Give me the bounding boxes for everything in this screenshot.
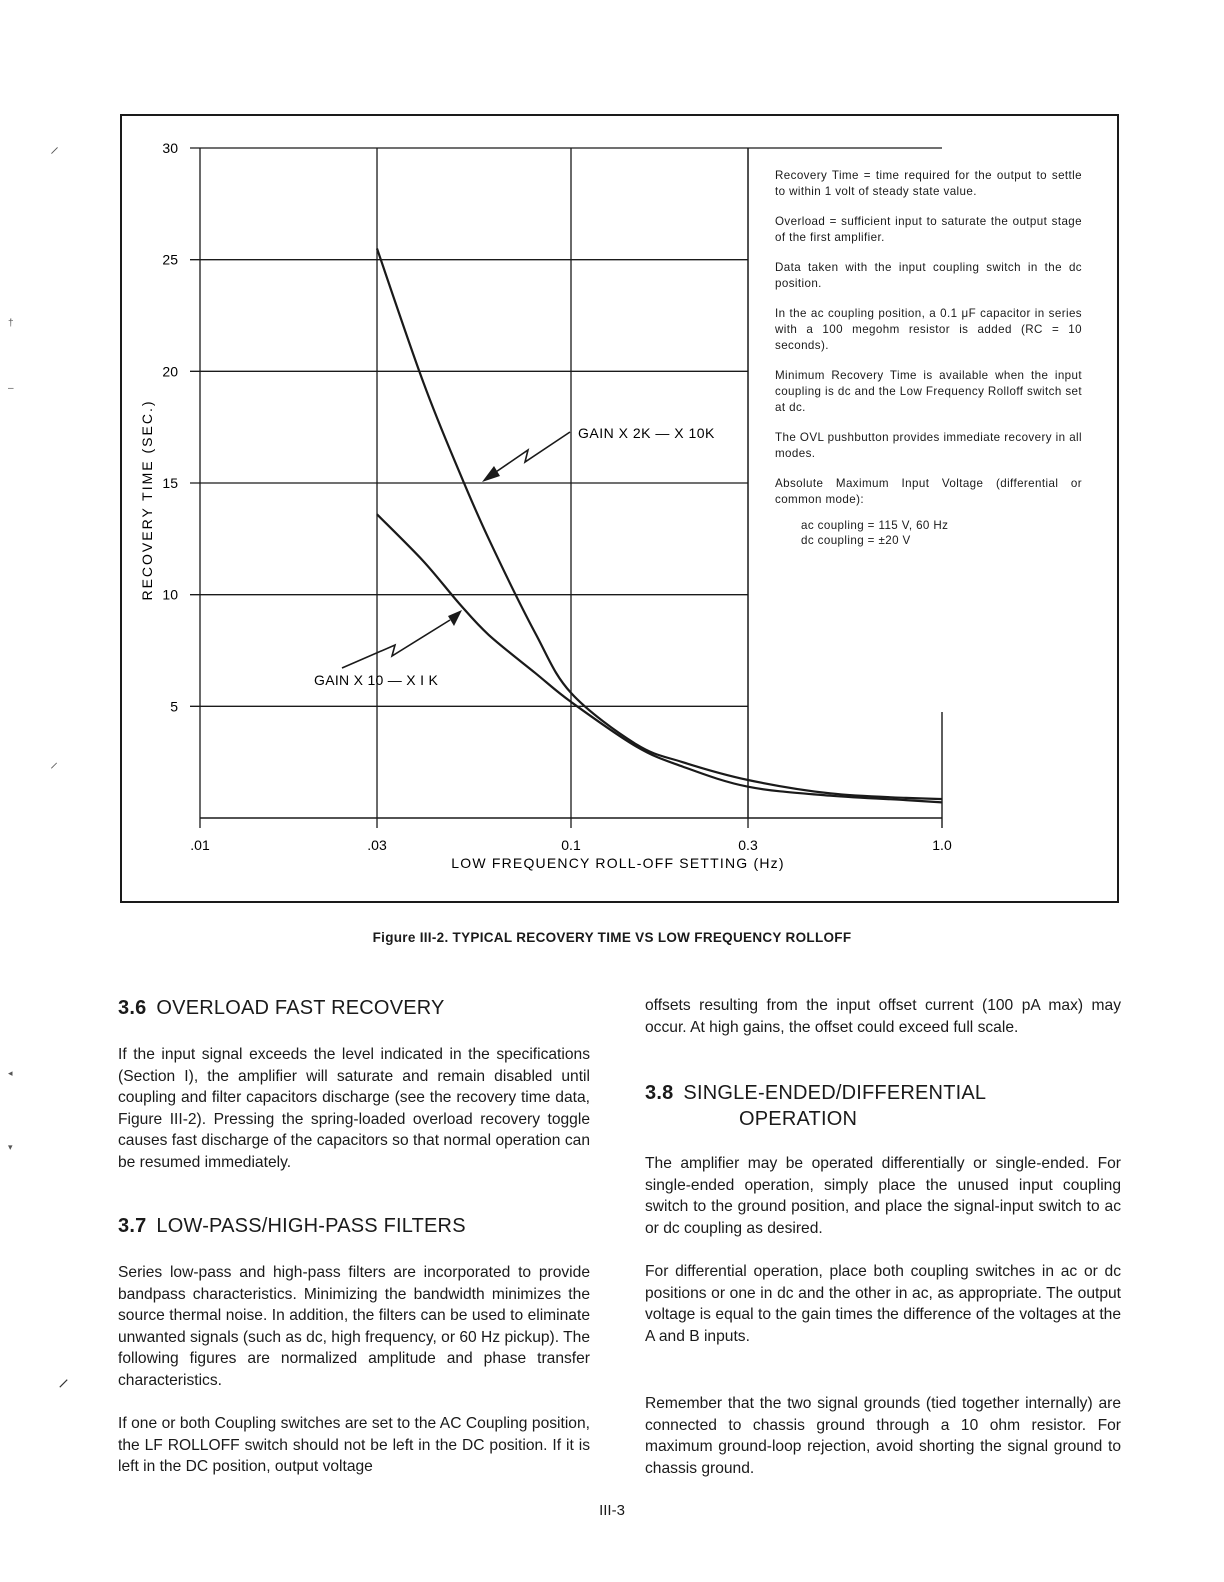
arrowhead-upper: [482, 466, 500, 482]
note-data-taken: Data taken with the input coupling switch in the dc position.: [775, 261, 1082, 290]
heading-3-7: [118, 1215, 466, 1238]
chart-notes: [775, 168, 1082, 548]
y-tick-label: 25: [162, 251, 178, 268]
series-1-point: [423, 382, 424, 383]
series-1-point: [570, 692, 571, 693]
y-axis-title: RECOVERY TIME (SEC.): [139, 399, 155, 601]
series-1-point: [636, 744, 637, 745]
series-1-point: [905, 797, 906, 798]
series-2-point: [423, 561, 424, 562]
x-tick-label: .03: [367, 837, 387, 853]
section-number: 3.7: [118, 1215, 147, 1237]
series-1-point: [747, 779, 748, 780]
series-1-point: [682, 762, 683, 763]
scan-mark: ▾: [8, 1142, 13, 1152]
series-1-point: [376, 248, 377, 249]
annotation-gain-10-1k: GAIN X 10 — X I K: [314, 672, 439, 688]
series-2-point: [376, 514, 377, 515]
series-2-point: [488, 634, 489, 635]
page-number: III-3: [599, 1502, 625, 1519]
heading-3-6: [118, 997, 445, 1020]
note-overload: Overload = sufficient input to saturate the output stage of the first amplifier.: [775, 215, 1082, 244]
paragraph-3-7-1: Series low-pass and high-pass filters are incorporated to provide bandpass characteristics. Minimizing the bandwidth minimizes the source thermal noise. In addition, the filters can be used to eliminate unwanted signals (such as dc, high frequency, or 60 Hz pickup). The following figures are normalized amplitude and phase transfer characteristics.: [118, 1264, 590, 1389]
series-2-point: [459, 603, 460, 604]
y-tick-label: 5: [170, 698, 178, 715]
y-tick-label: 20: [162, 363, 178, 380]
series-2-point: [534, 672, 535, 673]
x-tick-label: .01: [190, 837, 210, 853]
note-recovery-time: Recovery Time = time required for the output to settle to within 1 volt of steady state value.: [775, 169, 1082, 198]
paragraph-3-7-2: If one or both Coupling switches are set to the AC Coupling position, the LF ROLLOFF switch should not be left in the DC position. If it is left in the DC position, output voltage: [118, 1415, 590, 1476]
series-1-point: [534, 632, 535, 633]
y-tick-label: 15: [162, 475, 178, 491]
scan-mark: ⸍: [50, 761, 59, 778]
series-2-point: [682, 766, 683, 767]
series-line-2: [377, 514, 942, 802]
annotation-arrow-upper: [490, 432, 570, 476]
y-tick-label: 10: [162, 586, 178, 603]
section-title: OVERLOAD FAST RECOVERY: [156, 997, 445, 1019]
series-1-point: [941, 798, 942, 799]
arrowhead-lower: [448, 610, 462, 626]
annotation-gain-2k-10k: GAIN X 2K — X 10K: [578, 425, 715, 441]
annotation-arrow-lower: [342, 620, 450, 668]
scan-mark: ⸍: [58, 1375, 70, 1400]
x-tick-label: 1.0: [932, 837, 952, 853]
paragraph-3-8-3: Remember that the two signal grounds (tied together internally) are connected to chassis ground through a 10 ohm resistor. For maximum ground-loop rejection, avoid shorting the signal ground to chassis ground.: [645, 1395, 1121, 1477]
x-tick-label: 0.3: [738, 837, 758, 853]
section-title-line1: SINGLE-ENDED/DIFFERENTIAL: [683, 1082, 987, 1104]
note-minimum-recovery: Minimum Recovery Time is available when the input coupling is dc and the Low Frequency Rolloff switch set at dc.: [775, 369, 1082, 414]
series-1-point: [459, 471, 460, 472]
voltage-limit-dc: dc coupling = ±20 V: [801, 534, 911, 547]
series-1-point: [488, 538, 489, 539]
series-2-point: [636, 746, 637, 747]
paragraph-3-7-2-continued: offsets resulting from the input offset current (100 pA max) may occur. At high gains, the offset could exceed full scale.: [645, 997, 1121, 1036]
note-absolute-max: Absolute Maximum Input Voltage (differential or common mode):: [775, 477, 1082, 506]
paragraph-3-8-1: The amplifier may be operated differentially or single-ended. For single-ended operation, simply place the unused input coupling switch to the ground position, and place the signal-input switch to ac or dc coupling as desired.: [645, 1155, 1121, 1237]
heading-3-8: [645, 1080, 986, 1132]
y-tick-label: 30: [162, 140, 178, 156]
paragraph-3-6: If the input signal exceeds the level indicated in the specifications (Section I), the amplifier will saturate and remain disabled until coupling and filter capacitors discharge (see the recovery time data, Figure III-2). Pressing the spring-loaded overload recovery toggle causes fast discharge of the capacitors so that normal operation can be resumed immediately.: [118, 1046, 590, 1171]
note-ovl-pushbutton: The OVL pushbutton provides immediate recovery in all modes.: [775, 431, 1082, 460]
series-2-point: [941, 802, 942, 803]
section-number: 3.6: [118, 997, 147, 1019]
series-2-point: [830, 795, 831, 796]
section-title-line2: OPERATION: [739, 1108, 858, 1130]
paragraph-3-8-2: For differential operation, place both coupling switches in ac or dc positions or one in dc and the other in ac, as appropriate. The output voltage is equal to the gain times the difference of the voltages at the A and B inputs.: [645, 1263, 1121, 1345]
scan-mark: †: [8, 318, 14, 329]
series-2-point: [905, 800, 906, 801]
series-2-point: [570, 701, 571, 702]
figure-caption: Figure III-2. TYPICAL RECOVERY TIME VS LOW FREQUENCY ROLLOFF: [372, 930, 852, 945]
scan-mark: –: [8, 383, 14, 394]
scan-mark: ◂: [8, 1068, 13, 1078]
series-2-point: [747, 786, 748, 787]
series-1-point: [830, 793, 831, 794]
section-title: LOW-PASS/HIGH-PASS FILTERS: [156, 1215, 466, 1237]
note-ac-coupling: In the ac coupling position, a 0.1 μF capacitor in series with a 100 megohm resistor is added (RC = 10 seconds).: [775, 307, 1082, 352]
voltage-limit-ac: ac coupling = 115 V, 60 Hz: [801, 519, 949, 532]
scan-mark: ⸍: [50, 144, 59, 164]
x-tick-label: 0.1: [561, 837, 581, 853]
x-axis-title: LOW FREQUENCY ROLL-OFF SETTING (Hz): [451, 855, 785, 871]
section-number: 3.8: [645, 1082, 674, 1104]
